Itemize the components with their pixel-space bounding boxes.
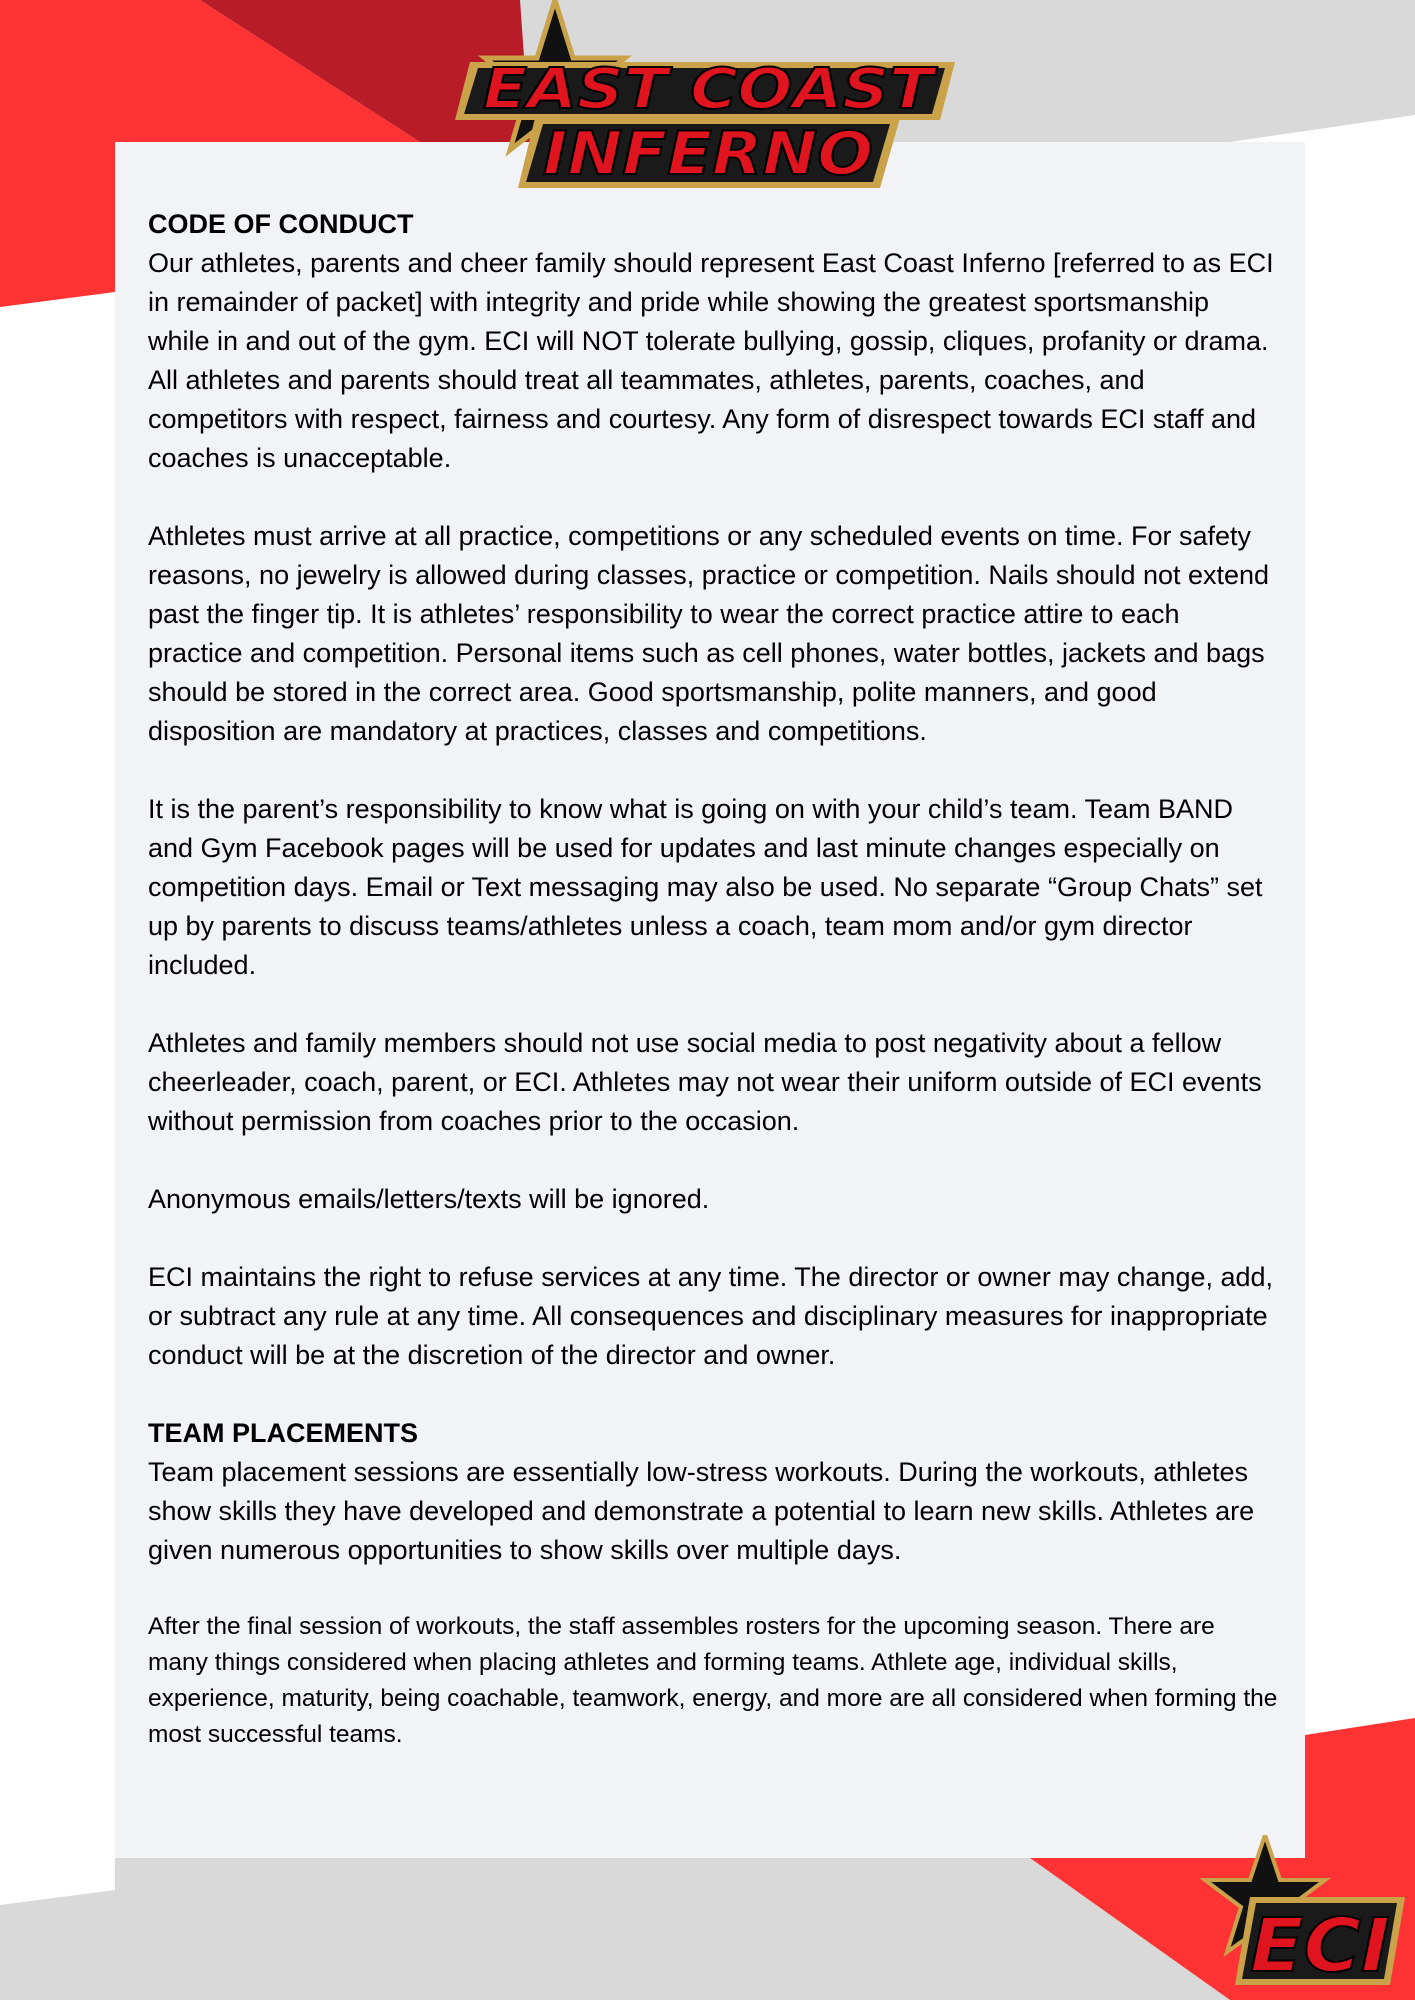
logo-line2: INFERNO	[543, 119, 873, 189]
bg-gray-bottom	[0, 1858, 1230, 2000]
conduct-paragraph-4: Athletes and family members should not use social media to post negativity about a fellow cheerleader, coach, parent, or ECI. Athletes may not wear their uniform outside of ECI events without permission from coaches prior to the occasion.	[148, 1028, 1262, 1136]
code-of-conduct-heading: CODE OF CONDUCT	[148, 209, 414, 239]
placements-paragraph-2: After the final session of workouts, the staff assembles rosters for the upcoming season. There are many things considered when placing athletes and forming teams. Athlete age, individual skills, experience, maturity, being coachable, teamwork, energy, and more are all considered when forming the most successful teams.	[148, 1613, 1278, 1748]
conduct-paragraph-3: It is the parent’s responsibility to know what is going on with your child’s team. Team BAND and Gym Facebook pages will be used for updates and last minute changes especially on competition days. Email or Text messaging may also be used. No separate “Group Chats” set up by parents to discuss teams/athletes unless a coach, team mom and/or gym director included.	[148, 794, 1263, 980]
document-body	[148, 205, 1278, 1753]
east-coast-inferno-logo	[440, 0, 960, 195]
conduct-paragraph-1: Our athletes, parents and cheer family should represent East Coast Inferno [referred to as ECI in remainder of packet] with integrity and pride while showing the greatest sportsmanship while in and out of the gym. ECI will NOT tolerate bullying, gossip, cliques, profanity or drama. All athletes and parents should treat all teammates, athletes, parents, coaches, and competitors with respect, fairness and courtesy. Any form of disrespect towards ECI staff and coaches is unacceptable.	[148, 248, 1274, 473]
eci-badge-logo	[1190, 1835, 1410, 2000]
team-placements-heading: TEAM PLACEMENTS	[148, 1418, 418, 1448]
conduct-paragraph-6: ECI maintains the right to refuse services at any time. The director or owner may change, add, or subtract any rule at any time. All consequences and disciplinary measures for inappropriate conduct will be at the discretion of the director and owner.	[148, 1262, 1274, 1370]
placements-paragraph-1: Team placement sessions are essentially low-stress workouts. During the workouts, athletes show skills they have developed and demonstrate a potential to learn new skills. Athletes are given numerous opportunities to show skills over multiple days.	[148, 1457, 1255, 1565]
conduct-paragraph-5: Anonymous emails/letters/texts will be ignored.	[148, 1184, 710, 1214]
conduct-paragraph-2: Athletes must arrive at all practice, competitions or any scheduled events on time. For safety reasons, no jewelry is allowed during classes, practice or competition. Nails should not extend past the finger tip. It is athletes’ responsibility to wear the correct practice attire to each practice and competition. Personal items such as cell phones, water bottles, jackets and bags should be stored in the correct area. Good sportsmanship, polite manners, and good disposition are mandatory at practices, classes and competitions.	[148, 521, 1270, 746]
logo-line1: EAST COAST	[483, 57, 938, 122]
badge-text: ECI	[1250, 1903, 1390, 1989]
